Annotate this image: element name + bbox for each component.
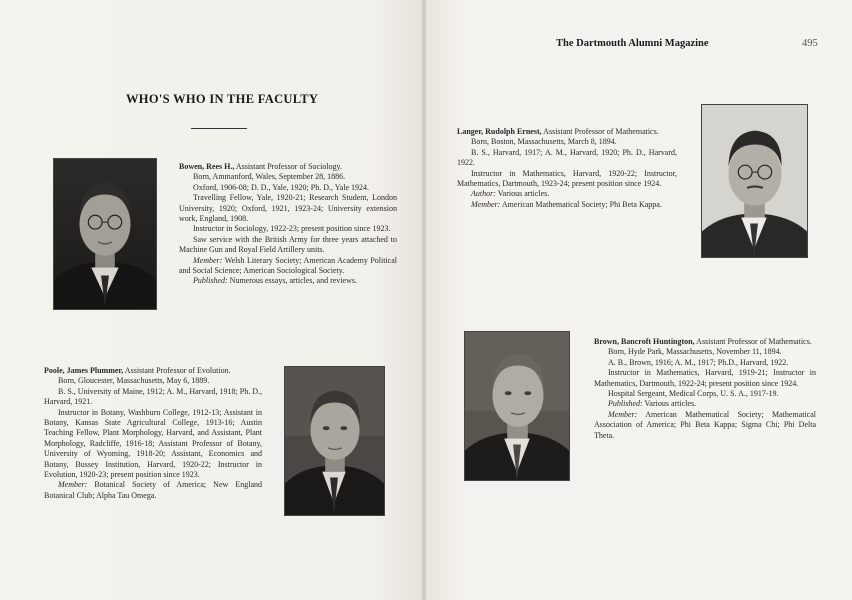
poole-birth: Born, Gloucester, Massachusetts, May 6, 1889. [58, 376, 210, 386]
brown-education: A. B., Brown, 1916; A. M., 1917; Ph.D., Harvard, 1922. [608, 357, 789, 367]
brown-member-label: Member: [608, 409, 638, 419]
bowen-fellowships: Travelling Fellow, Yale, 1920-21; Research Student, London University, 1920; Oxford, 1921, 1923-24; University extension work, England, 1908. [179, 193, 397, 224]
langer-entry [457, 127, 677, 210]
langer-title: Assistant Professor of Mathematics. [541, 127, 659, 136]
langer-education: B. S., Harvard, 1917; A. M., Harvard, 1920; Ph. D., Harvard, 1922. [457, 147, 677, 168]
poole-education: B. S., University of Maine, 1912; A. M., Harvard, 1918; Ph. D., Harvard, 1921. [44, 386, 262, 407]
poole-name: Poole, James Plummer, [44, 366, 124, 375]
poole-member-label: Member: [58, 480, 88, 490]
section-title: WHO'S WHO IN THE FACULTY [126, 92, 319, 106]
bowen-service: Saw service with the British Army for three years attached to Machine Gun and Royal Field Artillery units. [179, 234, 397, 255]
bowen-portrait [53, 158, 157, 310]
brown-member: American Mathematical Society; Mathematical Association of America; Phi Beta Kappa; Sigma Chi; Phi Delta Theta. [594, 409, 816, 440]
langer-name: Langer, Rudolph Ernest, [457, 127, 542, 136]
bowen-education: Oxford, 1906-08; D. D., Yale, 1920; Ph. D., Yale 1924. [193, 182, 370, 192]
langer-member-label: Member: [471, 199, 501, 209]
bowen-member-label: Member: [193, 255, 223, 265]
bowen-member: Welsh Literary Society; American Academy Political and Social Science; American Sociological Society. [179, 255, 397, 276]
bowen-published-label: Published: [193, 276, 228, 286]
langer-author: Various articles. [495, 189, 550, 199]
langer-author-label: Author: [471, 189, 496, 199]
langer-portrait [701, 104, 808, 258]
bowen-birth: Born, Ammanford, Wales, September 28, 1886. [193, 172, 346, 182]
bowen-title: Assistant Professor of Sociology. [234, 162, 343, 171]
page-gutter [422, 0, 426, 600]
bowen-positions: Instructor in Sociology, 1922-23; present position since 1923. [193, 224, 391, 234]
page-number: 495 [802, 38, 818, 49]
brown-service: Hospital Sergeant, Medical Corps, U. S. A., 1917-19. [608, 389, 779, 399]
poole-member: Botanical Society of America; New England Botanical Club; Alpha Tau Omega. [44, 480, 262, 500]
title-rule [191, 128, 247, 129]
poole-portrait [284, 366, 385, 516]
brown-name: Brown, Bancroft Huntington, [594, 337, 695, 346]
brown-positions: Instructor in Mathematics, Harvard, 1919-21; Instructor in Mathematics, Dartmouth, 1922-24; present position since 1924. [594, 368, 816, 388]
bowen-name: Bowen, Rees H., [179, 162, 235, 171]
brown-published: Various articles. [642, 399, 697, 409]
poole-title: Assistant Professor of Evolution. [123, 366, 231, 375]
poole-positions: Instructor in Botany, Washburn College, 1912-13; Assistant in Botany, Kansas State Agricultural College, 1913-16; Austin Teaching Fellow, Plant Morphology, Harvard, and Assistant, Plant Morphology, Radcliffe, 1916-18; Assistant Professor of Botany, University of Wyoming, 1918-20; Assistant, Economics and Botany, Bussey Institution, Harvard, 1920-22; Instructor in Evolution, 1920-23; present position since 1923. [44, 407, 262, 480]
langer-positions: Instructor in Mathematics, Harvard, 1920-22; Instructor, Mathematics, Dartmouth, 1923-24; present position since 1924. [457, 168, 677, 189]
brown-published-label: Published: [608, 399, 643, 409]
brown-title: Assistant Professor of Mathematics. [694, 337, 812, 346]
running-title: The Dartmouth Alumni Magazine [556, 38, 709, 49]
bowen-entry [179, 162, 397, 287]
langer-member: American Mathematical Society; Phi Beta Kappa. [500, 199, 662, 209]
bowen-published: Numerous essays, articles, and reviews. [227, 276, 357, 286]
brown-entry [594, 337, 816, 441]
brown-portrait [464, 331, 570, 481]
langer-birth: Born, Boston, Massachusetts, March 8, 1894. [471, 137, 617, 147]
brown-birth: Born, Hyde Park, Massachusetts, November 11, 1894. [608, 347, 782, 357]
poole-entry [44, 366, 262, 501]
right-page [424, 0, 852, 600]
